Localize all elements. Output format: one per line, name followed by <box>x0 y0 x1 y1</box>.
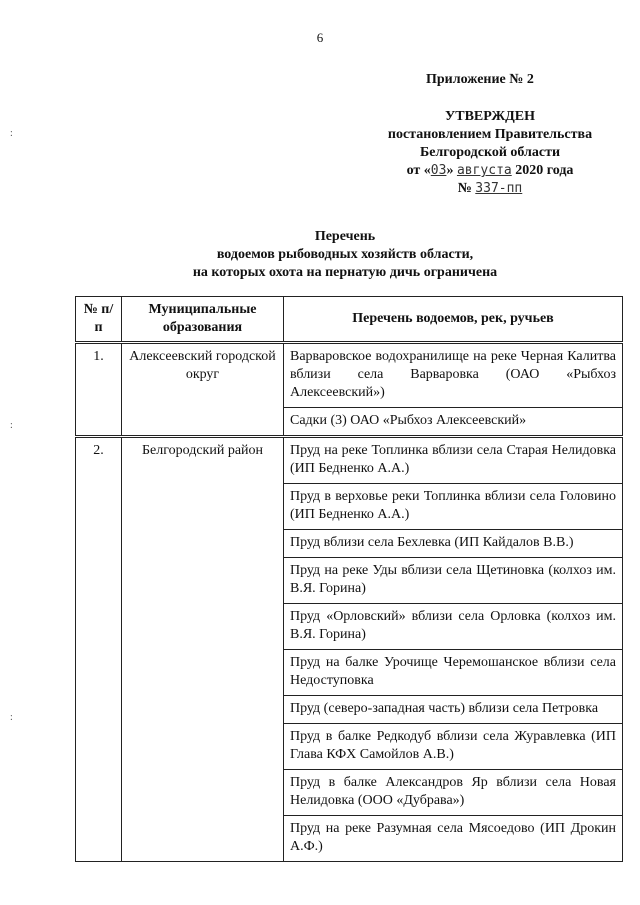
title-line1: Перечень <box>314 229 376 244</box>
row-municipality: Алексеевский городской округ <box>122 343 284 437</box>
approval-number <box>300 180 640 198</box>
header-waters: Перечень водоемов, рек, ручьев <box>284 297 623 343</box>
water-item: Пруд в балке Александров Яр вблизи села Новая Нелидовка (ООО «Дубрава») <box>284 770 623 816</box>
water-item: Садки (3) ОАО «Рыбхоз Алексеевский» <box>284 408 623 437</box>
water-item: Пруд (северо-западная часть) вблизи села Петровка <box>284 696 623 724</box>
water-item: Пруд на реке Разумная села Мясоедово (ИП Дрокин А.Ф.) <box>284 816 623 862</box>
date-prefix: от « <box>406 163 431 178</box>
margin-mark: : <box>10 128 13 139</box>
approval-date <box>300 162 640 180</box>
header-num: № п/п <box>76 297 122 343</box>
table-header-row <box>76 297 623 343</box>
title-line2: водоемов рыбоводных хозяйств области, <box>216 247 474 262</box>
date-day: 03 <box>430 163 447 178</box>
header-municipality: Муниципальные образования <box>122 297 284 343</box>
water-item: Пруд на реке Уды вблизи села Щетиновка (колхоз им. В.Я. Горина) <box>284 558 623 604</box>
water-item: Пруд вблизи села Бехлевка (ИП Кайдалов В.В.) <box>284 530 623 558</box>
page-number: 6 <box>316 30 324 45</box>
water-item: Пруд на балке Урочище Черемошанское вблизи села Недоступовка <box>284 650 623 696</box>
water-item: Пруд в балке Редкодуб вблизи села Журавлевка (ИП Глава КФХ Самойлов А.В.) <box>284 724 623 770</box>
table-row <box>76 343 623 408</box>
row-number: 2. <box>76 437 122 862</box>
table-row <box>76 437 623 484</box>
row-municipality: Белгородский район <box>122 437 284 862</box>
number-prefix: № <box>457 181 476 196</box>
title-line3: на которых охота на пернатую дичь ограничена <box>192 265 498 280</box>
approval-line2: Белгородской области <box>419 145 561 160</box>
water-item: Пруд «Орловский» вблизи села Орловка (колхоз им. В.Я. Горина) <box>284 604 623 650</box>
approval-heading: УТВЕРЖДЕН <box>444 109 536 124</box>
number-value: 337-пп <box>475 181 523 196</box>
water-item: Пруд в верховье реки Топлинка вблизи села Головино (ИП Бедненко А.А.) <box>284 484 623 530</box>
margin-mark: : <box>10 712 13 723</box>
date-year: 2020 года <box>511 163 574 178</box>
waters-table <box>75 296 623 862</box>
document-title <box>0 228 640 282</box>
approval-block <box>300 108 640 198</box>
appendix-label: Приложение № 2 <box>426 72 534 87</box>
water-item: Пруд на реке Топлинка вблизи села Старая Нелидовка (ИП Бедненко А.А.) <box>284 437 623 484</box>
water-item: Варваровское водохранилище на реке Черная Калитва вблизи села Варваровка (ОАО «Рыбхоз Алексеевский») <box>284 343 623 408</box>
margin-mark: : <box>10 420 13 431</box>
approval-line1: постановлением Правительства <box>387 127 593 142</box>
date-month: августа <box>456 163 512 178</box>
date-mid: » <box>446 163 457 178</box>
row-number: 1. <box>76 343 122 437</box>
